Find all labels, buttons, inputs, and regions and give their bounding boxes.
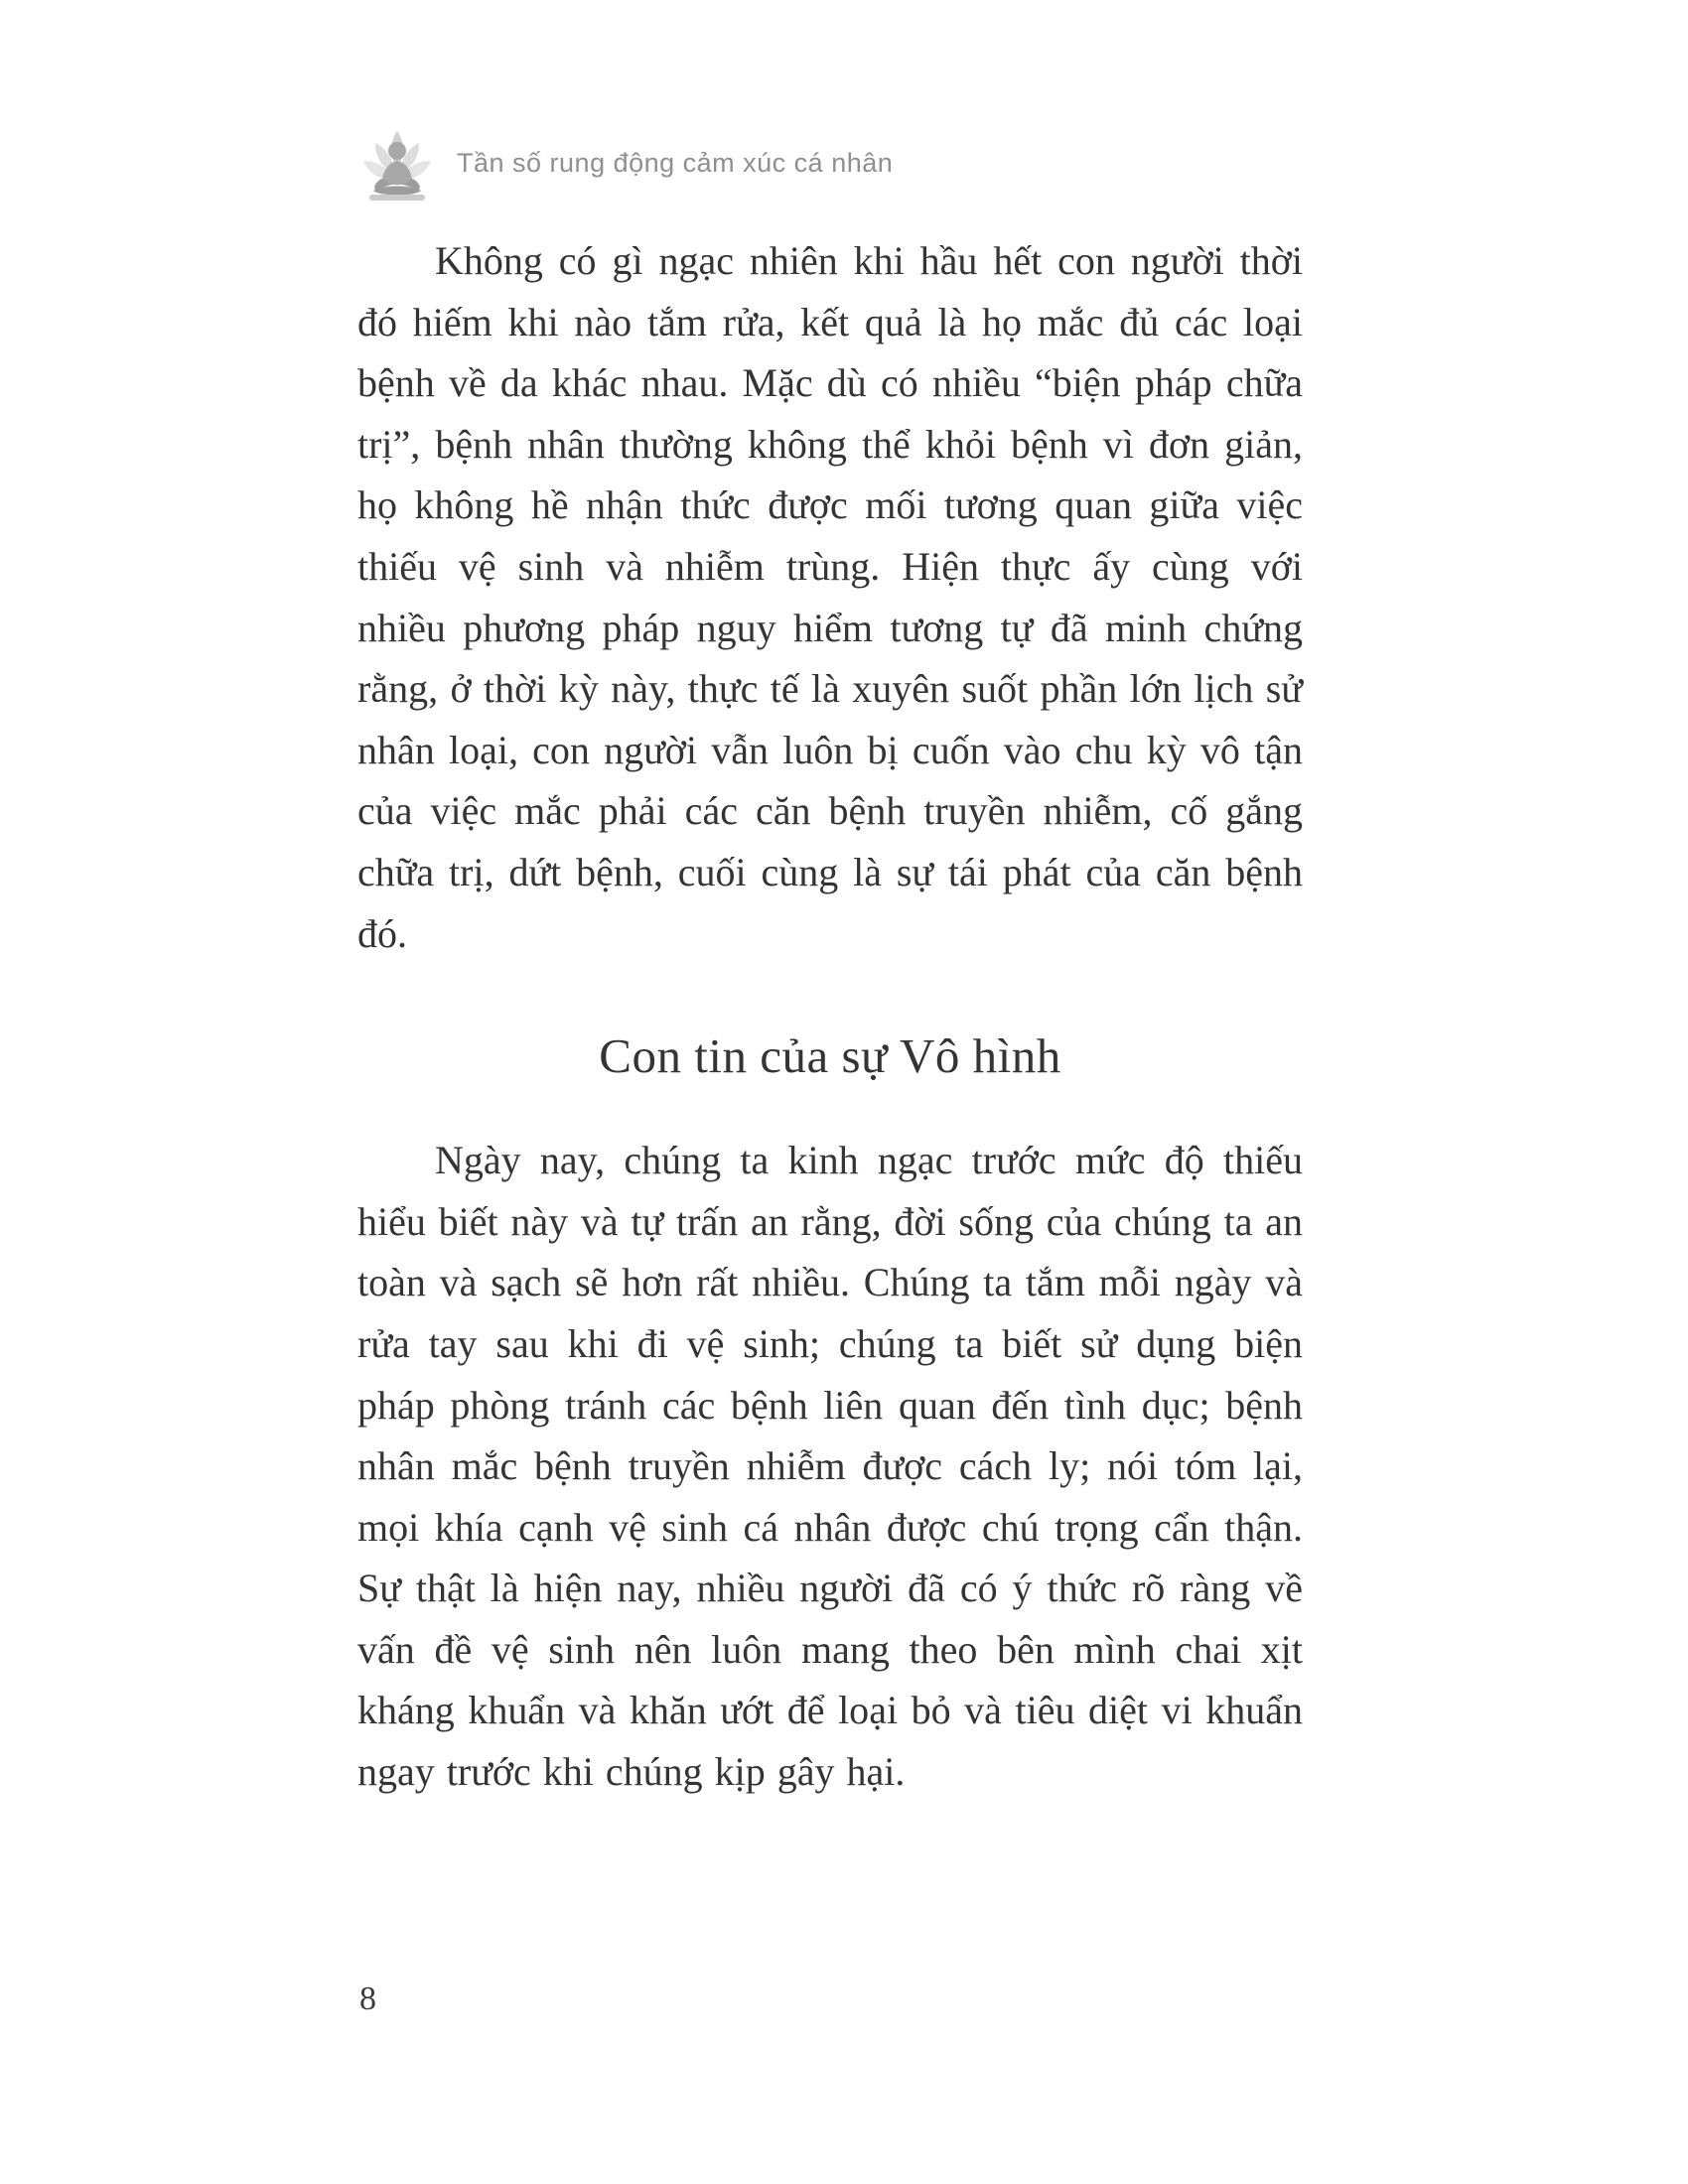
page-content [357,230,1303,1803]
page-header [355,117,893,208]
section-heading: Con tin của sự Vô hình [599,1028,1061,1084]
running-header-title: Tần số rung động cảm xúc cá nhân [457,147,894,178]
lotus-meditation-icon [355,117,439,208]
paragraph-2: Ngày nay, chúng ta kinh ngạc trước mức độ thiếu hiểu biết này và tự trấn an rằng, đời sống của chúng ta an toàn và sạch sẽ hơn rất nhiều. Chúng ta tắm mỗi ngày và rửa tay sau khi đi vệ sinh; chúng ta biết sử dụng biện pháp phòng tránh các bệnh liên quan đến tình dục; bệnh nhân mắc bệnh truyền nhiễm được cách ly; nói tóm lại, mọi khía cạnh vệ sinh cá nhân được chú trọng cẩn thận. Sự thật là hiện nay, nhiều người đã có ý thức rõ ràng về vấn đề vệ sinh nên luôn mang theo bên mình chai xịt kháng khuẩn và khăn ướt để loại bỏ và tiêu diệt vi khuẩn ngay trước khi chúng kịp gây hại. [357,1138,1303,1795]
paragraph-1: Không có gì ngạc nhiên khi hầu hết con người thời đó hiếm khi nào tắm rửa, kết quả là họ mắc đủ các loại bệnh về da khác nhau. Mặc dù có nhiều “biện pháp chữa trị”, bệnh nhân thường không thể khỏi bệnh vì đơn giản, họ không hề nhận thức được mối tương quan giữa việc thiếu vệ sinh và nhiễm trùng. Hiện thực ấy cùng với nhiều phương pháp nguy hiểm tương tự đã minh chứng rằng, ở thời kỳ này, thực tế là xuyên suốt phần lớn lịch sử nhân loại, con người vẫn luôn bị cuốn vào chu kỳ vô tận của việc mắc phải các căn bệnh truyền nhiễm, cố gắng chữa trị, dứt bệnh, cuối cùng là sự tái phát của căn bệnh đó. [357,238,1303,956]
page-number: 8 [359,1980,376,2017]
